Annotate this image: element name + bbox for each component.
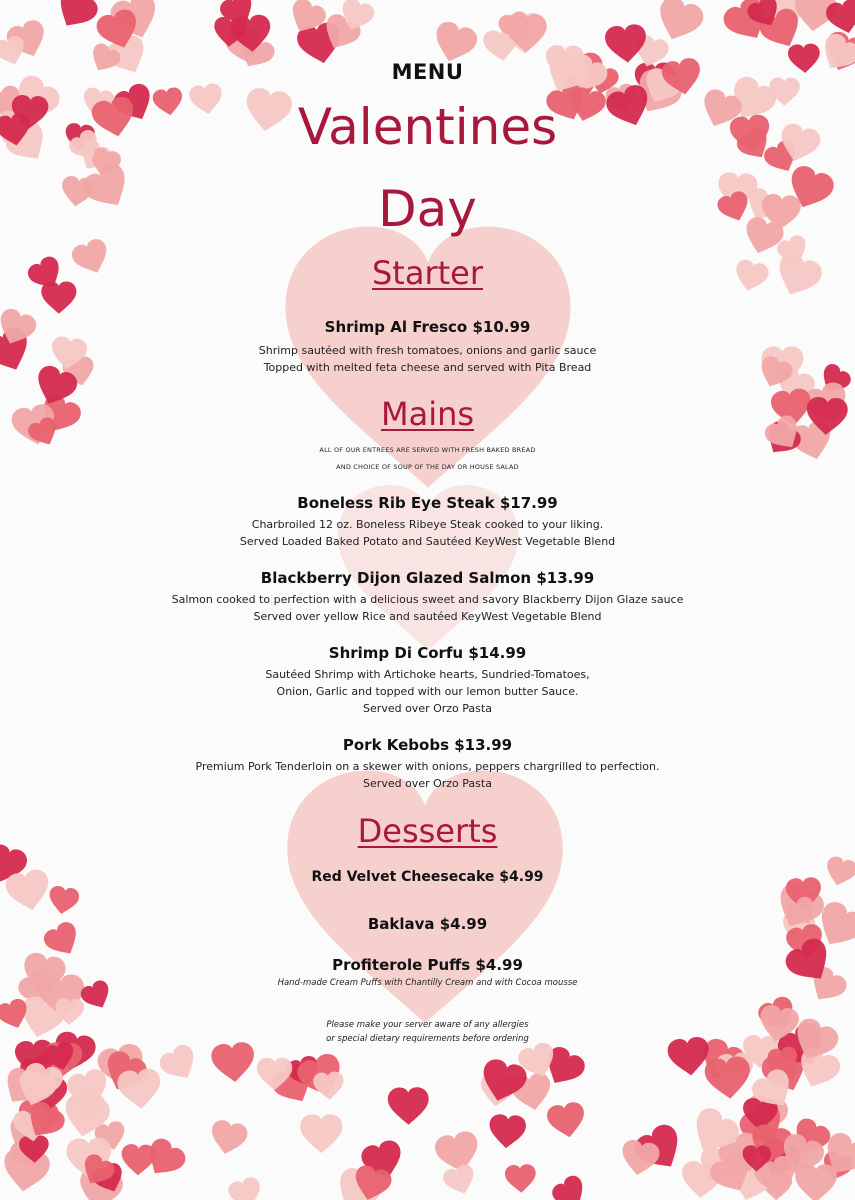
dessert-item-name-3: Profiterole Puffs $4.99 — [332, 956, 523, 974]
mains-note-2: AND CHOICE OF SOUP OF THE DAY OR HOUSE SALAD — [336, 463, 519, 471]
desserts-heading: Desserts — [357, 812, 498, 850]
menu-label: MENU — [391, 60, 464, 84]
mains-heading: Mains — [380, 395, 475, 433]
main-item-2-desc-1: Salmon cooked to perfection with a delicious sweet and savory Blackberry Dijon Glaze sauce — [171, 593, 684, 606]
main-item-1-desc-2: Served Loaded Baked Potato and Sautéed KeyWest Vegetable Blend — [239, 535, 616, 548]
dessert-item-name-2: Baklava $4.99 — [367, 915, 488, 933]
main-item-3-desc-2: Onion, Garlic and topped with our lemon butter Sauce. — [276, 685, 579, 698]
main-item-3-desc-3: Served over Orzo Pasta — [363, 702, 492, 715]
allergy-note-2: or special dietary requirements before ordering — [326, 1034, 529, 1044]
starter-item-desc-2: Topped with melted feta cheese and served with Pita Bread — [263, 361, 592, 374]
main-item-4-desc-2: Served over Orzo Pasta — [363, 777, 492, 790]
starter-item-name: Shrimp Al Fresco $10.99 — [324, 318, 531, 336]
starter-heading: Starter — [371, 254, 483, 292]
main-item-name-3: Shrimp Di Corfu $14.99 — [328, 644, 527, 662]
main-item-3-desc-1: Sautéed Shrimp with Artichoke hearts, Sundried-Tomatoes, — [265, 668, 590, 681]
dessert-item-3-desc: Hand-made Cream Puffs with Chantilly Cream and with Cocoa mousse — [277, 978, 578, 988]
mains-note-1: ALL OF OUR ENTREES ARE SERVED WITH FRESH BAKED BREAD — [319, 446, 536, 454]
title-line-1: Valentines — [297, 98, 558, 156]
main-item-2-desc-2: Served over yellow Rice and sautéed KeyWest Vegetable Blend — [253, 610, 602, 623]
main-item-name-4: Pork Kebobs $13.99 — [342, 736, 513, 754]
main-item-4-desc-1: Premium Pork Tenderloin on a skewer with onions, peppers chargrilled to perfection. — [195, 760, 660, 773]
main-item-1-desc-1: Charbroiled 12 oz. Boneless Ribeye Steak cooked to your liking. — [251, 518, 604, 531]
main-item-name-2: Blackberry Dijon Glazed Salmon $13.99 — [260, 569, 595, 587]
allergy-note-1: Please make your server aware of any allergies — [326, 1020, 529, 1030]
dessert-item-name-1: Red Velvet Cheesecake $4.99 — [311, 869, 544, 885]
main-item-name-1: Boneless Rib Eye Steak $17.99 — [297, 494, 558, 512]
starter-item-desc-1: Shrimp sautéed with fresh tomatoes, onions and garlic sauce — [258, 344, 597, 357]
title-line-2: Day — [378, 180, 477, 238]
